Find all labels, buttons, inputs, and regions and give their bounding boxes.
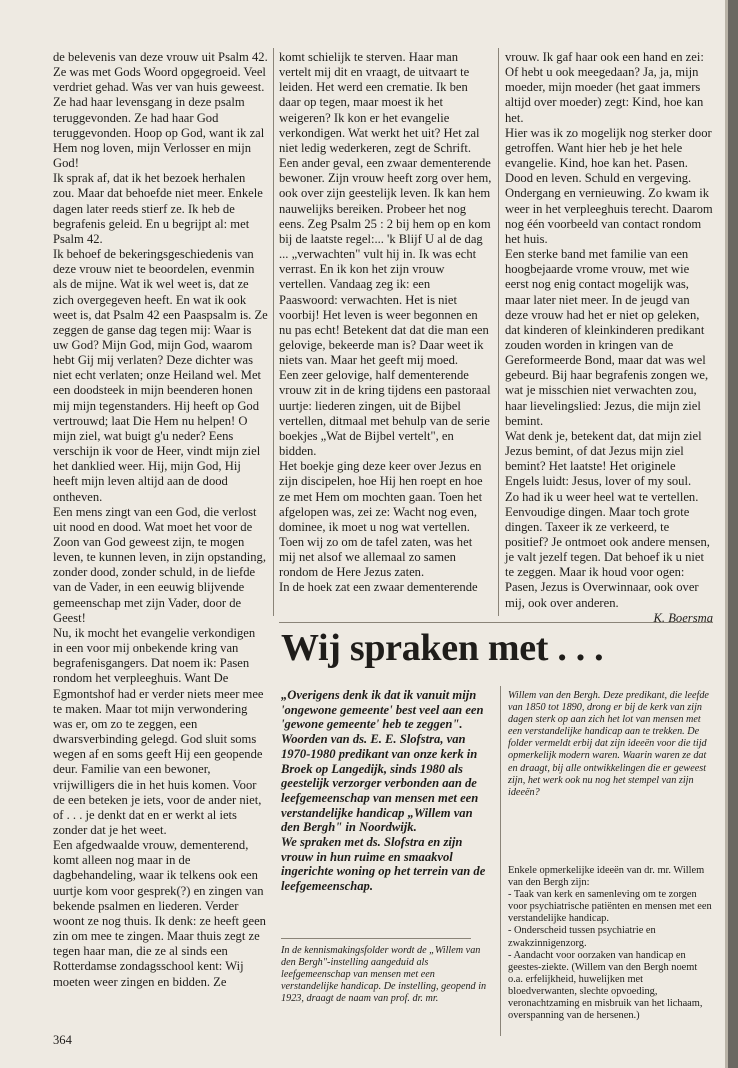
paragraph: In de hoek zat een zwaar dementerende bbox=[279, 580, 478, 595]
lead-divider bbox=[281, 938, 471, 939]
column-divider bbox=[498, 48, 499, 616]
interview-continued: Willem van den Bergh. Deze predikant, die leefde van 1850 tot 1890, drong er bij de kerk van zijn dagen sterk op aan zich het lot van mensen met een verstandelijke handicap aan te trekken. De folder vermeldt erbij dat zijn ideeën voor die tijd opmerkelijk modern waren. Waarin waren ze dat en draagt, bij alle ontwikkelingen die er geweest zijn, het werk ook nu nog het stempel van zijn ideeën? bbox=[508, 690, 709, 798]
paragraph: Een afgedwaalde vrouw, dementerend, komt alleen nog maar in de dagbehandeling, waar ik telkens ook een uurtje kom voor gesprek(?) en zingen van bekende psalmen en liederen. Verder woont ze nog thuis. Ik denk: ze heeft geen zin om mee te zingen. Maar thuis zegt ze tegen haar man, die ze al sinds een Rotterdamse zondagsschool kent: Wij moeten weer zingen en bidden. Ze bbox=[53, 838, 266, 989]
lead-paragraph: We spraken met ds. Slofstra en zijn vrouw in hun ruime en smaakvol ingerichte woning op het terrein van de leefgemeenschap. bbox=[281, 835, 486, 894]
idea-item: - Taak van kerk en samenleving om te zorgen voor psychiatrische patiënten en mensen met een verstandelijke handicap. bbox=[508, 889, 712, 925]
lead-quote: „Overigens denk ik dat ik vanuit mijn 'ongewone gemeente' best veel aan een 'gewone gemeente' heb te zeggen". bbox=[281, 688, 484, 732]
article-column-3 bbox=[505, 50, 713, 626]
paragraph: vrouw. Ik gaf haar ook een hand en zei: Of hebt u ook meegedaan? Ja, ja, mijn moeder, mijn moeder (het gaat immers altijd over moeder) zegt: Kind, hoe kan het. bbox=[505, 50, 704, 125]
interview-intro: In de kennismakingsfolder wordt de „Willem van den Bergh"-instelling aangeduid als leefgemeenschap van mensen met een verstandelijke handicap. De instelling, geopend in 1923, draagt de naam van prof. dr. mr. bbox=[281, 945, 487, 1005]
interview-headline: Wij spraken met . . . bbox=[281, 627, 604, 669]
article-column-2 bbox=[279, 50, 492, 596]
column-divider bbox=[500, 686, 501, 1036]
paragraph: Wat denk je, betekent dat, dat mijn ziel Jezus bemint, of dat Jezus mijn ziel bemint? Het laatste! Het originele Engels luidt: Jesus, lover of my soul. bbox=[505, 428, 702, 489]
paragraph: Nu, ik mocht het evangelie verkondigen in een voor mij onbekende kring van begrafenisgangers. Dat noem ik: Pasen rondom het verpleeghuis. Want De Egmontshof had er verder niets meer mee te maken. Maar tot mijn verwondering was er, om zo te zeggen, een dwarsverbinding gelegd. God sluit soms wegen af en soms geeft Hij een geopende deur. Familie van een bewoner, vrijwilligers die in het huis komen. Voor de een beteken je iets, voor de ander niet, of . . . je denkt dat en er werkt al iets zonder dat je het weet. bbox=[53, 625, 264, 837]
paragraph: Zo had ik u weer heel wat te vertellen. Eenvoudige dingen. Maar toch grote dingen. Taxeer ik ze verkeerd, te positief? Je ontmoet ook andere mensen, je valt jezelf tegen. Dat behoef ik u niet te zeggen. Maar ik houd voor ogen: Pasen, Jezus is Overwinnaar, ook over mij, ook over anderen. bbox=[505, 489, 710, 610]
paragraph: Hier was ik zo mogelijk nog sterker door getroffen. Want hier heb je het hele evangelie. Kind, hoe kan het. Pasen. Dood en leven. Schuld en vergeving. Ondergang en vernieuwing. Zo kwam ik weer in het verpleeghuis terecht. Daarom nog één voorbeeld van contact rondom het huis. bbox=[505, 125, 713, 246]
paragraph: de belevenis van deze vrouw uit Psalm 42. Ze was met Gods Woord opgegroeid. Veel verdriet gehad. Was ver van huis geweest. Ze had haar levensgang in deze psalm teruggevonden. Ze had haar God teruggevonden. Hoop op God, want ik zal Hem nog loven, mijn Verlosser en mijn God! bbox=[53, 50, 268, 171]
page-edge bbox=[725, 0, 728, 1068]
interview-lead bbox=[281, 688, 493, 894]
paragraph: Een ander geval, een zwaar dementerende bewoner. Zijn vrouw heeft zorg over hem, ook over zijn geestelijk leven. Ik kan hem nauwelijks bereiken. Probeer het nog eens. Zeg Psalm 25 : 2 bij hem op en kom bij de laatste regel:... 'k Blijf U al de dag ... „verwachten" vult hij in. Ik was echt verrast. En ik kon het zijn vrouw vertellen. Vandaag zeg ik: een Paaswoord: verwachten. Het is niet voorbij! Het leven is weer begonnen en nu pas echt! Betekent dat dat die man een gelovige, bekeerde man is? Daar weet ik niets van. Maar het geeft mij moed. bbox=[279, 156, 492, 368]
section-divider bbox=[279, 622, 713, 623]
lead-paragraph: Woorden van ds. E. E. Slofstra, van 1970-1980 predikant van onze kerk in Broek op Langedijk, sinds 1980 als geestelijk verzorger verbonden aan de leefgemeenschap van mensen met een verstandelijke handicap „Willem van den Bergh" in Noordwijk. bbox=[281, 732, 479, 835]
ideas-intro: Enkele opmerkelijke ideeën van dr. mr. Willem van den Bergh zijn: bbox=[508, 865, 705, 889]
paragraph: Ik sprak af, dat ik het bezoek herhalen zou. Maar dat behoefde niet meer. Enkele dagen later reeds stierf ze. Ik heb de begrafenis geleid. En u begrijpt al: met Psalm 42. bbox=[53, 171, 263, 246]
column-divider bbox=[273, 48, 274, 616]
idea-item: - Onderscheid tussen psychiatrie en zwakzinnigenzorg. bbox=[508, 925, 656, 949]
article-column-1 bbox=[53, 50, 268, 990]
paragraph: komt schielijk te sterven. Haar man vertelt mij dit en vraagt, de uitvaart te leiden. Het werd een crematie. Ik ben daar op tegen, maar moest ik het weigeren? Ik kon er het evangelie verkondigen. Wat werkt het uit? Het zal niet ledig wederkeren, zegt de Schrift. bbox=[279, 50, 480, 155]
ideas-list bbox=[508, 865, 713, 1022]
idea-item: - Aandacht voor oorzaken van handicap en geestes-ziekte. (Willem van den Bergh noemt o.a. erfelijkheid, huwelijken met bloedverwanten, slechte opvoeding, veronachtzaming en misbruik van het lichaam, overspanning van de hersenen.) bbox=[508, 949, 703, 1022]
page-edge-shadow bbox=[728, 0, 738, 1068]
paragraph: Een mens zingt van een God, die verlost uit nood en dood. Wat moet het voor de Zoon van God geweest zijn, te mogen leven, te kunnen leven, in zijn opstanding, zonder dood, zonder schuld, in de liefde van de Vader, in een eeuwig blijvende gemeenschap met zijn Vader, door de Geest! bbox=[53, 504, 266, 625]
author-signature: K. Boersma bbox=[653, 610, 713, 625]
paragraph: Een zeer gelovige, half dementerende vrouw zit in de kring tijdens een pastoraal uurtje: liederen zingen, uit de Bijbel vertellen, ditmaal met behulp van de serie boekjes „Wat de Bijbel vertelt", en bidden. bbox=[279, 368, 491, 459]
paragraph: Ik behoef de bekeringsgeschiedenis van deze vrouw niet te beoordelen, evenmin als de mijne. Wat ik wel weet is, dat ze zich overgegeven heeft. En wat ik ook weet is, dat Psalm 42 een Paaspsalm is. Ze zeggen de ganse dag tegen mij: Waar is uw God? Mijn God, mijn God, waarom hebt Gij mij verlaten? Deze dichter was niet echt verlaten; onze Heiland wel. Met een doodsteek in mijn beenderen honen mij mijn tegenstanders. Hij heeft op God vertrouwd; laat Die Hem nu helpen! O mijn ziel, wat buigt g'u neder? Eens verschijn ik voor de Heer, vindt mijn ziel het danklied weer. Hij, mijn God, Hij heeft mijn leven altijd aan de dood ontheven. bbox=[53, 247, 268, 504]
page-number: 364 bbox=[53, 1033, 72, 1047]
paragraph: Een sterke band met familie van een hoogbejaarde vrome vrouw, met wie eerst nog enig contact mogelijk was, maar later niet meer. In de jeugd van deze vrouw had het er niet op geleken, dat kinderen of kleinkinderen predikant zouden worden in kringen van de Gereformeerde Bond, maar dat was wel gebeurd. Bij haar begrafenis zongen we, wat je misschien niet verwachten zou, haar lievelingslied: Jezus, die mijn ziel bemint. bbox=[505, 247, 709, 428]
paragraph: Het boekje ging deze keer over Jezus en zijn discipelen, hoe Hij hen roept en hoe ze met Hem om mochten gaan. Toen het afgelopen was, zei ze: Wacht nog even, dominee, ik moet u nog wat vertellen. bbox=[279, 459, 483, 534]
paragraph: Toen wij zo om de tafel zaten, was het mij net alsof we allemaal zo samen rondom de Here Jezus zaten. bbox=[279, 535, 473, 580]
